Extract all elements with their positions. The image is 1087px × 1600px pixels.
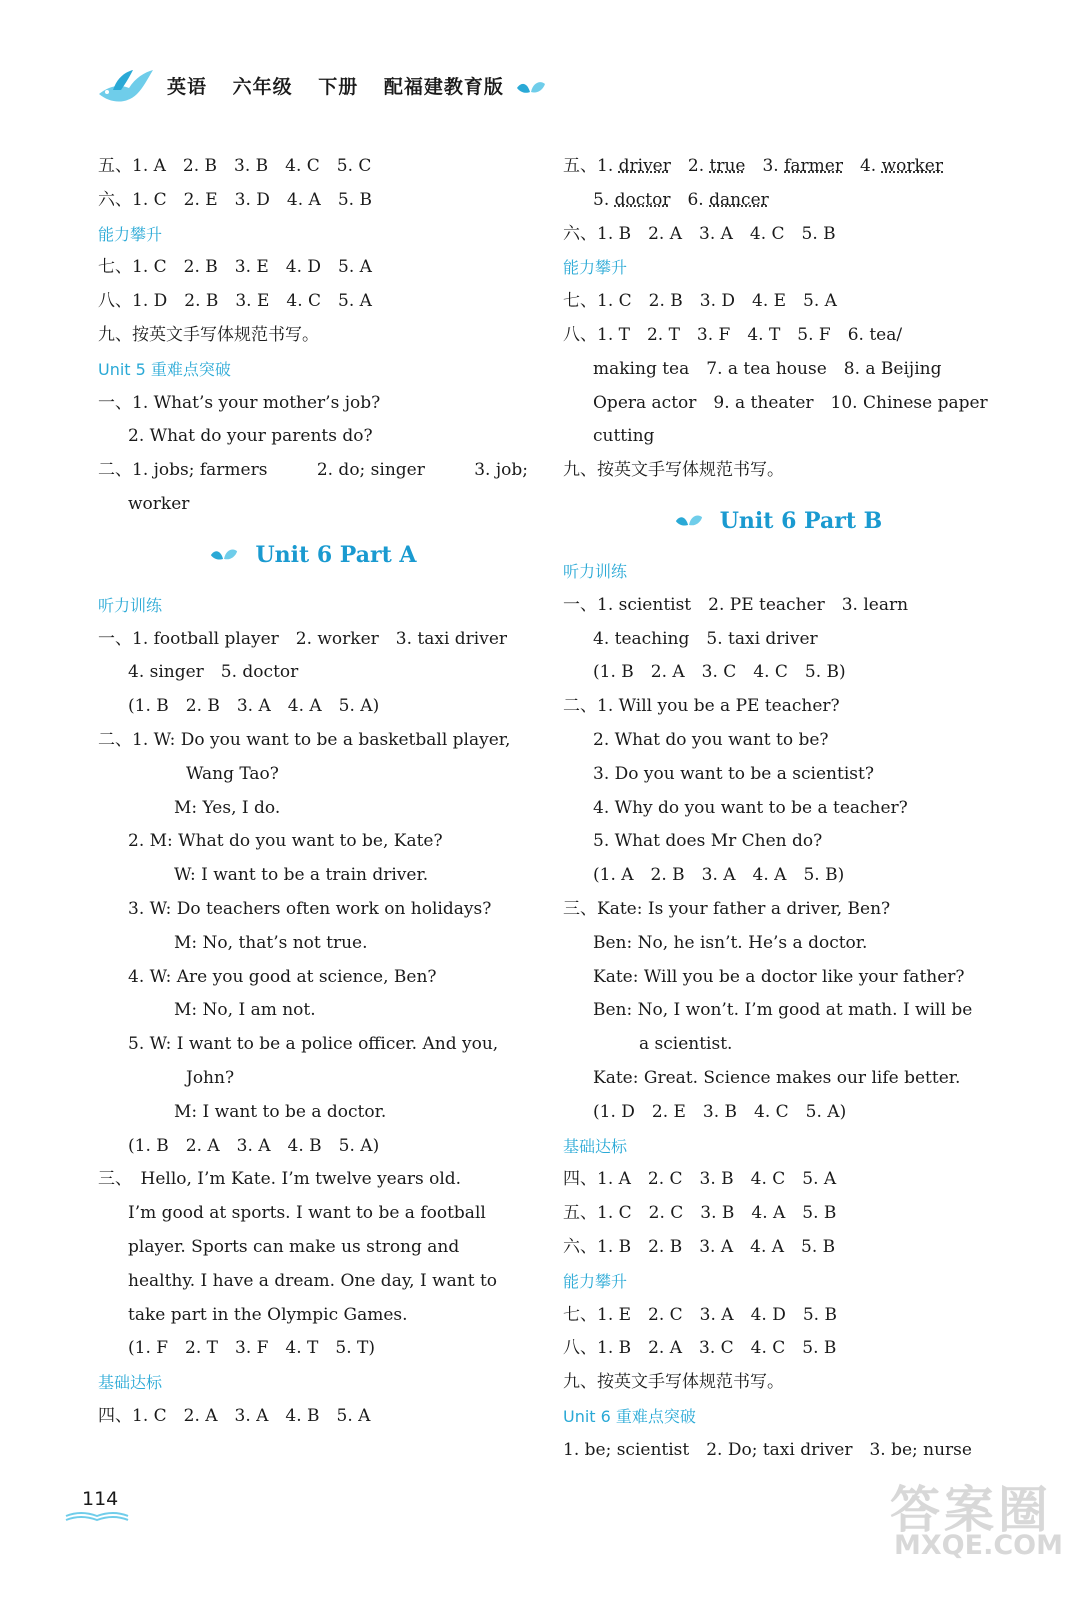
answer-line: 七、1. C 2. B 3. E 4. D 5. A	[98, 257, 372, 278]
answer-line: 一、1. scientist 2. PE teacher 3. learn	[563, 594, 909, 615]
answer-word: driver	[618, 156, 671, 176]
answer-line: 九、按英文手写体规范书写。	[563, 1372, 784, 1393]
dialogue-line: Ben: No, he isn’t. He’s a doctor.	[593, 932, 868, 953]
answer-line: 九、按英文手写体规范书写。	[563, 460, 784, 481]
section-heading: 听力训练	[563, 561, 628, 581]
answer-line: 2. What do you want to be?	[593, 729, 829, 750]
answer-line: (1. B 2. A 3. C 4. C 5. B)	[593, 662, 846, 683]
watermark-cn: 答案圈	[890, 1481, 1052, 1539]
answer-line: M: No, that’s not true.	[174, 932, 368, 953]
answer-line	[563, 150, 993, 184]
answer-part: 5.	[593, 189, 615, 210]
answer-line: John?	[186, 1067, 235, 1088]
answer-part: 6.	[670, 189, 710, 210]
answer-line: 六、1. C 2. E 3. D 4. A 5. B	[98, 189, 372, 210]
answer-line: 一、1. football player 2. worker 3. taxi driver	[98, 628, 508, 649]
answer-part: 2. do; singer	[316, 460, 425, 481]
header-title	[167, 72, 522, 99]
answer-line: M: Yes, I do.	[174, 797, 281, 818]
answer-line: 九、按英文手写体规范书写。	[98, 324, 319, 345]
answer-part: 3.	[745, 156, 785, 176]
answer-line: 四、1. A 2. C 3. B 4. C 5. A	[563, 1169, 837, 1190]
watermark	[890, 1470, 1065, 1570]
header-grade: 六年级	[232, 76, 293, 98]
dialogue-line: 三、Kate: Is your father a driver, Ben?	[563, 898, 891, 919]
unit-title: Unit 6 Part B	[719, 507, 883, 534]
passage-line: player. Sports can make us strong and	[128, 1236, 460, 1257]
passage-line: I’m good at sports. I want to be a football	[128, 1203, 486, 1224]
unit-heading	[563, 488, 993, 555]
watermark-url: MXQE.COM	[894, 1530, 1063, 1561]
answer-line: 五、1. C 2. C 3. B 4. A 5. B	[563, 1203, 837, 1224]
answer-line: (1. B 2. A 3. A 4. B 5. A)	[128, 1135, 380, 1156]
page-number	[64, 1482, 130, 1522]
answer-line: making tea 7. a tea house 8. a Beijing	[593, 358, 942, 379]
answer-line: 4. Why do you want to be a teacher?	[593, 797, 908, 818]
answer-line: 5. W: I want to be a police officer. And you,	[128, 1034, 499, 1055]
answer-line: 六、1. B 2. B 3. A 4. A 5. B	[563, 1236, 836, 1257]
section-heading: 能力攀升	[98, 224, 163, 244]
answer-line: (1. B 2. B 3. A 4. A 5. A)	[128, 696, 380, 717]
section-heading: 能力攀升	[563, 258, 628, 278]
answer-line: 1. be; scientist 2. Do; taxi driver 3. be; nurse	[563, 1439, 972, 1460]
passage-line: 三、 Hello, I’m Kate. I’m twelve years old.	[98, 1169, 462, 1190]
header-volume: 下册	[318, 76, 359, 98]
answer-line: 八、1. T 2. T 3. F 4. T 5. F 6. tea/	[563, 324, 903, 345]
answer-word: worker	[881, 156, 943, 176]
passage-line: healthy. I have a dream. One day, I want to	[128, 1270, 498, 1291]
answer-line: (1. F 2. T 3. F 4. T 5. T)	[128, 1338, 375, 1359]
answer-line: 2. What do your parents do?	[128, 426, 373, 447]
answer-line: 4. W: Are you good at science, Ben?	[128, 966, 437, 987]
header-edition: 配福建教育版	[383, 76, 504, 98]
answer-part: 3. job;	[474, 460, 528, 481]
answer-line: W: I want to be a train driver.	[174, 865, 429, 886]
dialogue-line: a scientist.	[639, 1034, 733, 1055]
answer-line	[98, 454, 528, 488]
answer-part: 2.	[670, 156, 710, 176]
answer-line: (1. A 2. B 3. A 4. A 5. B)	[593, 865, 845, 886]
answer-part: 五、1.	[563, 156, 619, 176]
right-column	[563, 150, 993, 1467]
answer-line: M: I want to be a doctor.	[174, 1101, 387, 1122]
answer-line: (1. D 2. E 3. B 4. C 5. A)	[593, 1101, 847, 1122]
answer-line: 5. What does Mr Chen do?	[593, 831, 823, 852]
answer-line: 五、1. A 2. B 3. B 4. C 5. C	[98, 156, 372, 176]
answer-word: farmer	[784, 156, 843, 176]
header-subject: 英语	[167, 76, 208, 98]
section-heading: Unit 6 重难点突破	[563, 1406, 696, 1426]
answer-line: 七、1. C 2. B 3. D 4. E 5. A	[563, 291, 837, 312]
answer-line: Wang Tao?	[186, 763, 279, 784]
section-heading: 基础达标	[98, 1373, 163, 1393]
dialogue-line: Kate: Great. Science makes our life better.	[593, 1067, 961, 1088]
answer-line: 二、1. W: Do you want to be a basketball player,	[98, 729, 511, 750]
section-heading: 听力训练	[98, 595, 163, 615]
answer-line: 3. W: Do teachers often work on holidays?	[128, 898, 492, 919]
leaf-icon	[209, 547, 239, 565]
left-column	[98, 150, 528, 1434]
answer-line	[563, 184, 993, 218]
answer-line: 一、1. What’s your mother’s job?	[98, 392, 381, 413]
unit-heading	[98, 522, 528, 589]
answer-part: 4.	[842, 156, 882, 176]
answer-line: 3. Do you want to be a scientist?	[593, 763, 874, 784]
answer-word: doctor	[614, 189, 671, 210]
answer-line: 八、1. B 2. A 3. C 4. C 5. B	[563, 1338, 837, 1359]
answer-line: 4. singer 5. doctor	[128, 662, 299, 683]
answer-line: worker	[128, 493, 190, 514]
answer-line: 七、1. E 2. C 3. A 4. D 5. B	[563, 1304, 837, 1325]
answer-word: dancer	[709, 189, 769, 210]
answer-line: 2. M: What do you want to be, Kate?	[128, 831, 443, 852]
answer-line: 4. teaching 5. taxi driver	[593, 628, 818, 649]
passage-line: take part in the Olympic Games.	[128, 1304, 408, 1325]
answer-line: Opera actor 9. a theater 10. Chinese paper	[593, 392, 988, 413]
leaf-icon	[674, 513, 704, 531]
answer-line: M: No, I am not.	[174, 1000, 316, 1021]
answer-line: 四、1. C 2. A 3. A 4. B 5. A	[98, 1405, 371, 1426]
leaf-icon	[515, 80, 547, 98]
unit-title: Unit 6 Part A	[255, 541, 417, 568]
page-header	[95, 58, 575, 118]
answer-line: 八、1. D 2. B 3. E 4. C 5. A	[98, 291, 372, 312]
dialogue-line: Kate: Will you be a doctor like your father?	[593, 966, 965, 987]
answer-word: true	[709, 156, 746, 176]
section-heading: 能力攀升	[563, 1271, 628, 1291]
dialogue-line: Ben: No, I won’t. I’m good at math. I will be	[593, 1000, 973, 1021]
answer-part: 二、1. jobs; farmers	[98, 460, 268, 481]
bird-logo-icon	[95, 64, 155, 108]
answer-line: 二、1. Will you be a PE teacher?	[563, 696, 840, 717]
answer-line: cutting	[593, 426, 655, 447]
section-heading: 基础达标	[563, 1136, 628, 1156]
section-heading: Unit 5 重难点突破	[98, 359, 231, 379]
answer-line: 六、1. B 2. A 3. A 4. C 5. B	[563, 223, 836, 244]
page-number-text: 114	[82, 1488, 119, 1510]
